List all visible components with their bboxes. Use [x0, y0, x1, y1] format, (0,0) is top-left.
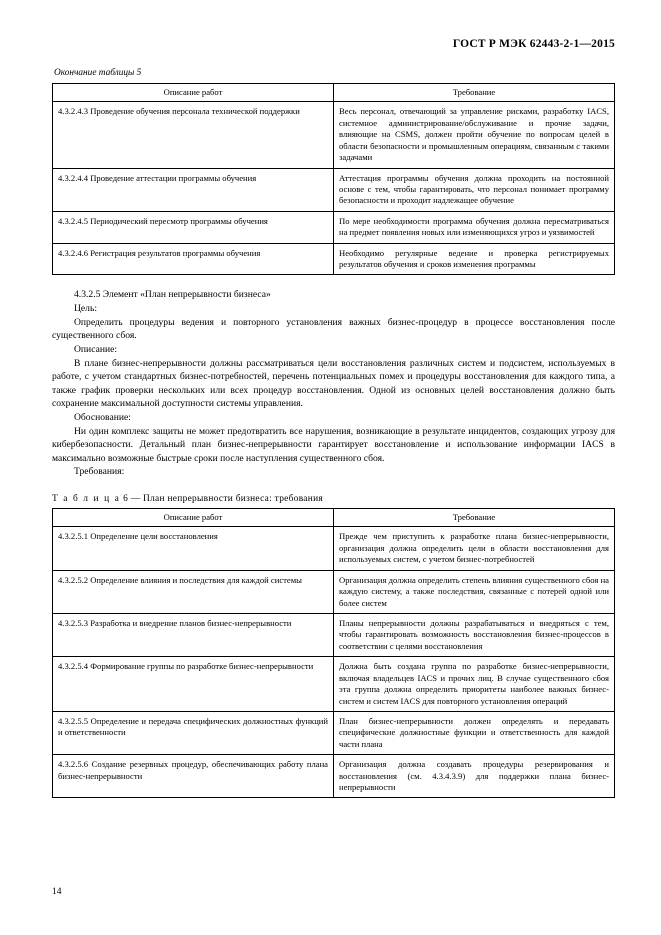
table5-row1-work: 4.3.2.4.4 Проведение аттестации программы обучения: [53, 168, 334, 211]
table6-row1-work: 4.3.2.5.2 Определение влияния и последствия для каждой системы: [53, 570, 334, 613]
table6-row2-work: 4.3.2.5.3 Разработка и внедрение планов бизнес-непрерывности: [53, 613, 334, 656]
table-row: [53, 102, 615, 168]
table6-row4-work: 4.3.2.5.5 Определение и передача специфических должностных функций и ответственности: [53, 711, 334, 754]
table-header-row: [53, 84, 615, 102]
table-row: [53, 570, 615, 613]
table5-col-work: Описание работ: [53, 84, 334, 102]
table-row: [53, 168, 615, 211]
table6-row4-requirement: План бизнес-непрерывности должен определять и передавать специфические должностные функции и ответственность для каждой части плана: [334, 711, 615, 754]
table6-caption-prefix: Т а б л и ц а: [52, 494, 121, 505]
description-text: В плане бизнес-непрерывности должны рассматриваться цели восстановления различных систем и подсистем, используемых в работе, с учетом стандартных бизнес-потребностей, перечень потенциальных помех и процедуры восстановления для каждого типа, а также график проверки нескольких или всех процедур восстановления. Одной из основных целей восстановления должно быть сохранение максимальной доступности системы управления.: [52, 357, 615, 410]
table-row: [53, 657, 615, 712]
table6-col-work: Описание работ: [53, 509, 334, 527]
rationale-label: Обоснование:: [74, 411, 131, 423]
table6-row2-requirement: Планы непрерывности должны разрабатываться и внедряться с тем, чтобы гарантировать возможность восстановления бизнес-процессов в соответствии с целями восстановления: [334, 613, 615, 656]
table6-col-requirement: Требование: [334, 509, 615, 527]
table6-caption-text: 6 — План непрерывности бизнеса: требования: [123, 494, 324, 505]
table5-row0-work: 4.3.2.4.3 Проведение обучения персонала технической поддержки: [53, 102, 334, 168]
table5-row2-work: 4.3.2.4.5 Периодический пересмотр программы обучения: [53, 211, 334, 243]
table6-caption: [52, 494, 615, 504]
table-row: [53, 755, 615, 798]
table6-row0-work: 4.3.2.5.1 Определение цели восстановления: [53, 527, 334, 570]
section-body: [52, 288, 615, 479]
table5-col-requirement: Требование: [334, 84, 615, 102]
table5-row3-requirement: Необходимо регулярные ведение и проверка регистрируемых результатов обучения и сроков изменения программы: [334, 243, 615, 275]
table-6: [52, 508, 615, 798]
description-label: Описание:: [74, 343, 118, 355]
table-row: [53, 527, 615, 570]
table-row: [53, 711, 615, 754]
section-heading: 4.3.2.5 Элемент «План непрерывности бизнеса»: [74, 289, 271, 301]
page-number: 14: [52, 887, 62, 897]
table-row: [53, 243, 615, 275]
table5-caption: Окончание таблицы 5: [54, 68, 142, 78]
rationale-text: Ни один комплекс защиты не может предотвратить все нарушения, возникающие в результате инцидентов, создающих угрозу для кибербезопасности. Детальный план бизнес-непрерывности гарантирует восстановление и использование информации IACS в максимально возможные быстрые сроки после наступления существенного сбоя.: [52, 425, 615, 464]
goal-text: Определить процедуры ведения и повторного установления важных бизнес-процедур в процессе восстановления после существенного сбоя.: [52, 316, 615, 342]
goal-label: Цель:: [74, 303, 98, 315]
table5-row0-requirement: Весь персонал, отвечающий за управление рисками, разработку IACS, системное администрирование/обслуживание и прочие задачи, влияющие на CSMS, должен пройти обучение по вопросам целей в области безопасности и промышленным операциям, связанным с такими задачами: [334, 102, 615, 168]
table6-row3-work: 4.3.2.5.4 Формирование группы по разработке бизнес-непрерывности: [53, 657, 334, 712]
table6-row1-requirement: Организация должна определить степень влияния существенного сбоя на каждую систему, а также последствия, связанные с потерей одной или более систем: [334, 570, 615, 613]
table6-row3-requirement: Должна быть создана группа по разработке бизнес-непрерывности, включая владельцев IACS и прочих лиц. В случае существенного сбоя эта группа должна определить приоритеты наиболее важных бизнес-систем и систем IACS для повторного установления операций: [334, 657, 615, 712]
page-header: ГОСТ Р МЭК 62443-2-1—2015: [452, 38, 615, 50]
table-5: [52, 83, 615, 275]
table-row: [53, 211, 615, 243]
table-row: [53, 613, 615, 656]
table-header-row: [53, 509, 615, 527]
table5-row2-requirement: По мере необходимости программа обучения должна пересматриваться на предмет появления новых или изменяющихся угроз и уязвимостей: [334, 211, 615, 243]
table6-row0-requirement: Прежде чем приступить к разработке плана бизнес-непрерывности, организация должна определить цели в области восстановления для используемых систем, с учетом бизнес-потребностей: [334, 527, 615, 570]
requirements-label: Требования:: [74, 466, 125, 478]
table6-row5-requirement: Организация должна создавать процедуры резервирования и восстановления (см. 4.3.4.3.9) для поддержки плана бизнес-непрерывности: [334, 755, 615, 798]
table6-row5-work: 4.3.2.5.6 Создание резервных процедур, обеспечивающих работу плана бизнес-непрерывности: [53, 755, 334, 798]
table5-row1-requirement: Аттестация программы обучения должна проходить на постоянной основе с тем, чтобы гарантировать, что персонал понимает программу безопасности и проходит надлежащее обучение: [334, 168, 615, 211]
table5-row3-work: 4.3.2.4.6 Регистрация результатов программы обучения: [53, 243, 334, 275]
